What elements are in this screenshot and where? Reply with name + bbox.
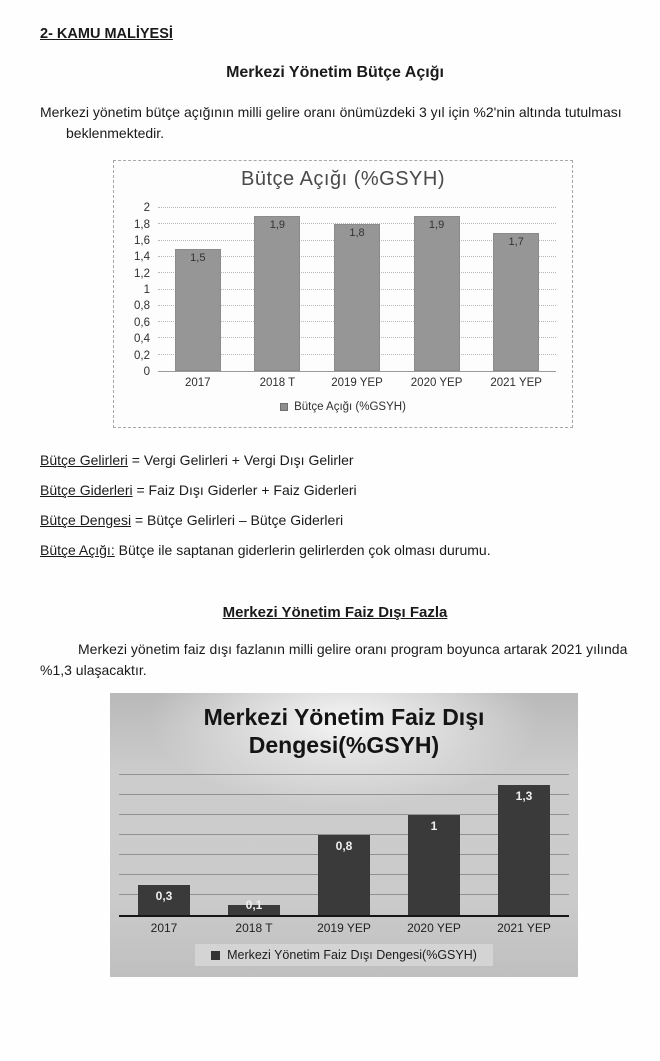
paragraph-line: %1,3 ulaşacaktır. xyxy=(40,662,147,678)
definition-term: Bütçe Giderleri xyxy=(40,482,133,498)
x-axis-label: 2018 T xyxy=(259,377,296,389)
definition-term: Bütçe Dengesi xyxy=(40,512,132,528)
x-axis-label: 2019 YEP xyxy=(331,377,383,389)
primary-balance-section-heading: Merkezi Yönetim Faiz Dışı Fazla xyxy=(222,604,448,621)
y-tick-label: 1,2 xyxy=(134,267,150,280)
budget-deficit-chart xyxy=(113,160,573,428)
bar-column xyxy=(479,765,569,915)
chart1-title: Bütçe Açığı (%GSYH) xyxy=(240,168,445,190)
x-axis-label: 2018 T xyxy=(235,921,273,935)
bar-value-label: 1,5 xyxy=(190,251,206,264)
bar-value-label: 1,9 xyxy=(428,219,445,232)
bar-value-label: 0,1 xyxy=(245,898,263,912)
chart1-plot-area xyxy=(158,200,556,372)
bar-column xyxy=(158,200,238,371)
chart2-legend-label: Merkezi Yönetim Faiz Dışı Dengesi(%GSYH) xyxy=(227,948,477,962)
page-title: 2- KAMU MALİYESİ xyxy=(40,26,173,42)
definition-term: Bütçe Gelirleri xyxy=(40,452,128,468)
chart2-plot-area xyxy=(119,765,569,917)
y-tick-label: 0,4 xyxy=(134,333,150,346)
paragraph-line: beklenmektedir. xyxy=(66,125,165,141)
chart2-legend xyxy=(195,944,493,966)
bars-layer xyxy=(158,200,556,371)
definition-line xyxy=(40,482,630,498)
y-tick-label: 0 xyxy=(143,366,150,378)
legend-swatch-icon xyxy=(280,403,288,411)
paragraph-line: Merkezi yönetim faiz dışı fazlanın milli gelire oranı program boyunca artarak 2021 yılında xyxy=(78,641,628,657)
y-tick-label: 2 xyxy=(143,202,150,215)
x-axis-label: 2017 xyxy=(185,377,211,389)
primary-balance-chart xyxy=(110,693,578,977)
legend-swatch-icon xyxy=(211,951,220,960)
definition-text: Bütçe ile saptanan giderlerin gelirlerden çok olması durumu. xyxy=(114,542,491,558)
definition-text: = Vergi Gelirleri + Vergi Dışı Gelirler xyxy=(127,452,354,468)
bar-2020-yep xyxy=(414,216,460,371)
bar-value-label: 1,8 xyxy=(349,227,365,240)
chart1-legend xyxy=(114,401,572,413)
x-axis-label: 2019 YEP xyxy=(317,921,371,935)
bar-2021-yep xyxy=(493,233,539,371)
chart2-plot-region xyxy=(119,765,569,917)
x-axis-label: 2017 xyxy=(150,921,178,935)
x-axis-label: 2020 YEP xyxy=(407,921,461,935)
chart1-x-axis xyxy=(158,377,556,389)
bar-2021-yep xyxy=(498,785,550,915)
bar-value-label: 0,3 xyxy=(155,889,173,903)
x-axis-label: 2021 YEP xyxy=(490,377,542,389)
budget-deficit-paragraph xyxy=(40,102,630,144)
definitions-list xyxy=(40,452,630,558)
bar-column xyxy=(209,765,299,915)
bar-column xyxy=(317,200,397,371)
bar-value-label: 0,8 xyxy=(335,839,353,853)
y-tick-label: 0,2 xyxy=(134,349,150,362)
chart2-x-axis xyxy=(119,921,569,935)
bar-2018-t xyxy=(254,216,300,371)
bar-value-label: 1,3 xyxy=(515,789,533,803)
paragraph-line: Merkezi yönetim bütçe açığının milli gelire oranı önümüzdeki 3 yıl için %2'nin altında tutulması xyxy=(40,104,622,120)
definition-line xyxy=(40,452,630,468)
chart2-title: Merkezi Yönetim Faiz Dışı Dengesi(%GSYH) xyxy=(203,704,485,758)
definition-term: Bütçe Açığı: xyxy=(40,542,115,558)
bar-column xyxy=(476,200,556,371)
y-tick-label: 1,8 xyxy=(134,218,150,231)
definition-line xyxy=(40,512,630,528)
bar-2019-yep xyxy=(334,224,380,371)
bar-column xyxy=(389,765,479,915)
x-axis-label: 2020 YEP xyxy=(410,377,463,389)
primary-balance-paragraph xyxy=(40,639,630,681)
bar-column xyxy=(299,765,389,915)
bar-column xyxy=(397,200,477,371)
bar-value-label: 1,7 xyxy=(508,235,524,248)
y-tick-label: 1 xyxy=(143,284,150,297)
definition-line xyxy=(40,542,630,558)
definition-text: = Faiz Dışı Giderler + Faiz Giderleri xyxy=(132,482,357,498)
y-tick-label: 1,4 xyxy=(134,251,150,264)
bar-value-label: 1,9 xyxy=(269,219,286,232)
chart1-y-axis xyxy=(124,200,152,378)
definition-text: = Bütçe Gelirleri – Bütçe Giderleri xyxy=(131,512,344,528)
y-tick-label: 0,8 xyxy=(134,300,150,313)
bar-2017 xyxy=(175,249,221,371)
y-tick-label: 0,6 xyxy=(134,316,150,329)
chart1-plot-region xyxy=(124,200,556,378)
bar-column xyxy=(238,200,318,371)
bars-layer xyxy=(119,765,569,915)
y-tick-label: 1,6 xyxy=(134,234,150,247)
x-axis-label: 2021 YEP xyxy=(497,921,551,935)
bar-column xyxy=(119,765,209,915)
bar-value-label: 1 xyxy=(430,819,438,833)
chart1-section-heading: Merkezi Yönetim Bütçe Açığı xyxy=(226,64,444,81)
chart1-legend-label: Bütçe Açığı (%GSYH) xyxy=(294,401,406,413)
